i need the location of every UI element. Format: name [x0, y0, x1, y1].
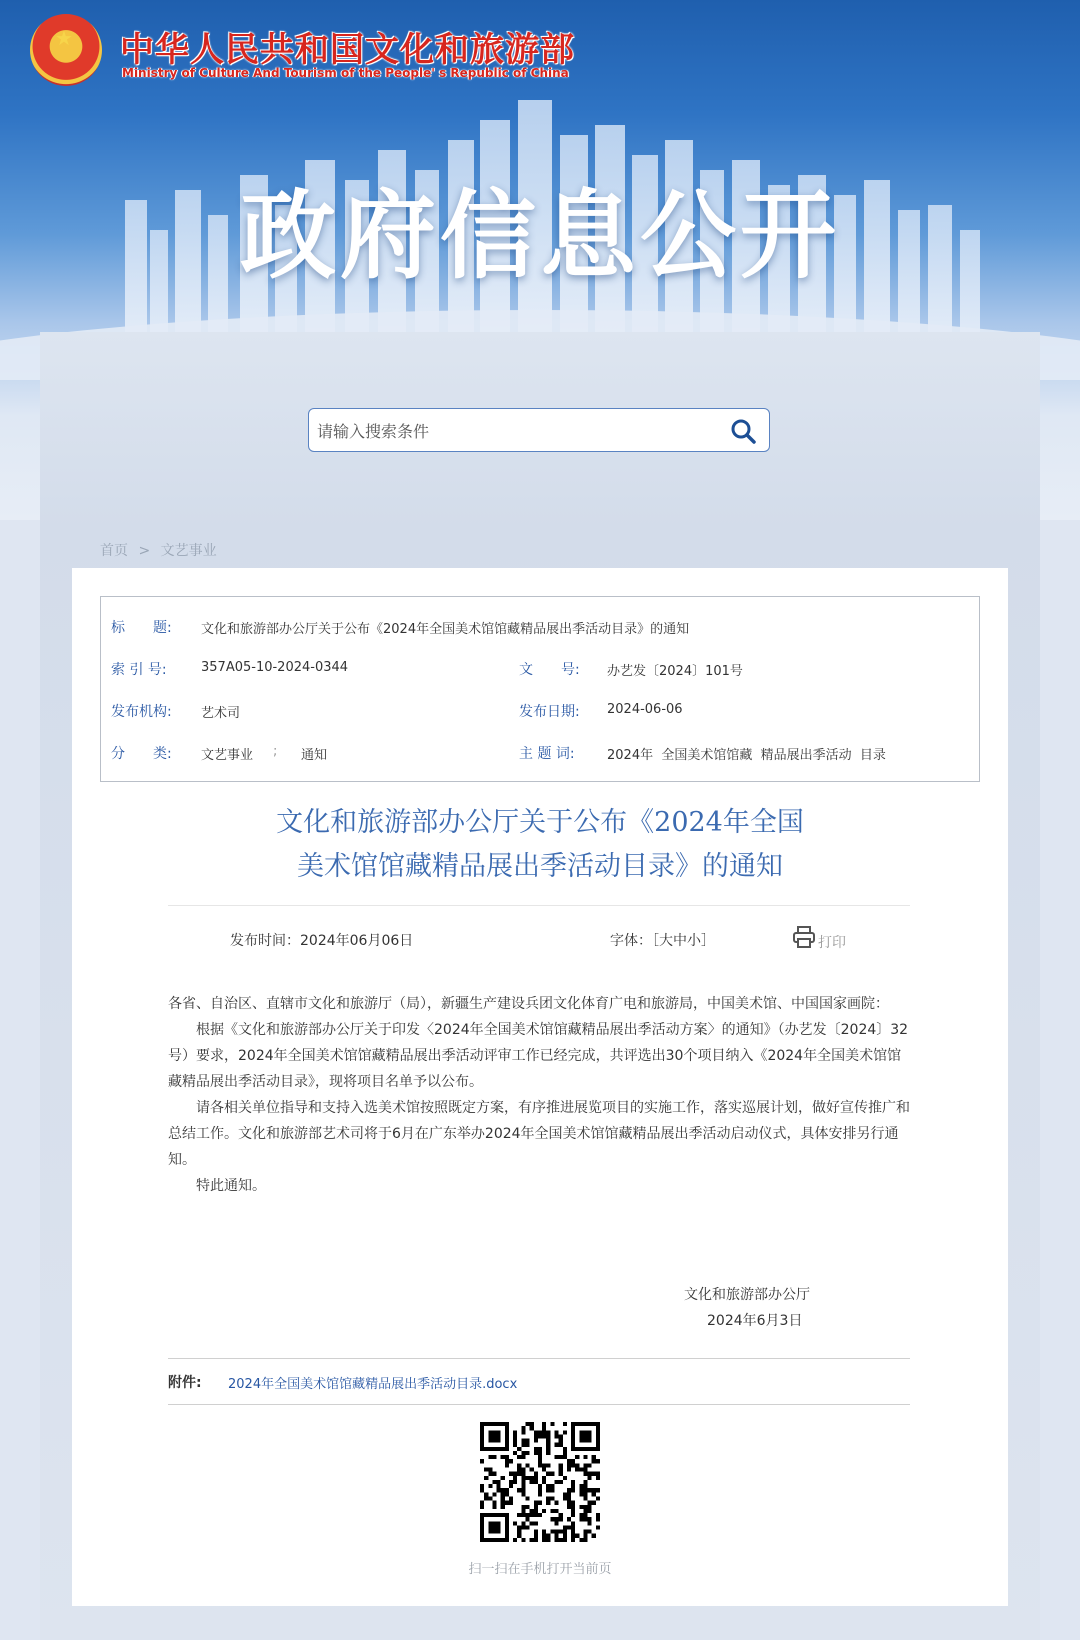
print-link[interactable]: 打印	[818, 935, 846, 951]
metadata-table	[100, 596, 980, 782]
meta-category-value-2: 通知	[301, 748, 328, 763]
meta-title-value: 文化和旅游部办公厅关于公布《2024年全国美术馆馆藏精品展出季活动目录》的通知	[201, 622, 690, 637]
paragraph-1: 根据《文化和旅游部办公厅关于印发〈2024年全国美术馆馆藏精品展出季活动方案〉的通知》（办艺发〔2024〕32号）要求，2024年全国美术馆馆藏精品展出季活动评审工作已经完成，共评选出30个项目纳入《2024年全国美术馆馆藏精品展出季活动目录》，现将项目名单予以公布。	[168, 1022, 909, 1090]
meta-docno-value: 办艺发〔2024〕101号	[607, 664, 743, 679]
attachment-link[interactable]: 2024年全国美术馆馆藏精品展出季活动目录.docx	[228, 1377, 518, 1392]
breadcrumb-current[interactable]: 文艺事业	[160, 543, 217, 559]
divider	[168, 1404, 910, 1405]
printer-icon[interactable]	[792, 925, 816, 949]
article-title-line-2: 美术馆馆藏精品展出季活动目录》的通知	[297, 851, 783, 882]
meta-issuer-label: 发布机构:	[111, 704, 172, 720]
search-icon[interactable]	[729, 417, 757, 445]
site-title[interactable]: 中华人民共和国文化和旅游部	[120, 30, 575, 70]
attachment-label: 附件:	[168, 1375, 202, 1391]
salutation: 各省、自治区、直辖市文化和旅游厅（局），新疆生产建设兵团文化体育广电和旅游局，中国美术馆、中国国家画院：	[168, 996, 889, 1012]
chevron-right-icon: >	[138, 543, 151, 559]
meta-category-label: 分 类:	[111, 746, 172, 762]
signer: 文化和旅游部办公厅	[684, 1287, 810, 1303]
search-input[interactable]	[315, 417, 709, 445]
national-emblem-icon[interactable]: ★	[30, 14, 102, 86]
breadcrumb-home[interactable]: 首页	[100, 543, 128, 559]
paragraph-3: 特此通知。	[196, 1178, 266, 1194]
meta-date-value: 2024-06-06	[607, 702, 683, 717]
divider	[168, 1358, 910, 1359]
meta-date-label: 发布日期:	[519, 704, 580, 720]
qr-code-icon	[480, 1422, 600, 1542]
meta-index-value: 357A05-10-2024-0344	[201, 660, 349, 675]
sign-date: 2024年6月3日	[707, 1313, 803, 1329]
breadcrumb	[100, 540, 223, 560]
search-box	[308, 408, 770, 452]
article-body	[168, 991, 910, 1199]
site-subtitle: Ministry of Culture And Tourism of the People' s Republic of China	[122, 66, 569, 80]
qr-caption: 扫一扫在手机打开当前页	[468, 1562, 612, 1577]
publish-time: 发布时间：2024年06月06日	[230, 933, 414, 949]
meta-index-label: 索 引 号:	[111, 662, 167, 678]
meta-title-label: 标 题:	[111, 620, 172, 636]
meta-issuer-value: 艺术司	[201, 706, 241, 721]
article-title-line-1: 文化和旅游部办公厅关于公布《2024年全国	[276, 807, 804, 838]
meta-keywords-value: 2024年 全国美术馆馆藏 精品展出季活动 目录	[607, 748, 886, 763]
font-size-control[interactable]: 字体：［大中小］	[610, 933, 715, 949]
meta-category-value-1: 文艺事业	[201, 748, 254, 763]
divider	[168, 905, 910, 906]
meta-docno-label: 文 号:	[519, 662, 580, 678]
paragraph-2: 请各相关单位指导和支持入选美术馆按照既定方案，有序推进展览项目的实施工作，落实巡展计划，做好宣传推广和总结工作。文化和旅游部艺术司将于6月在广东举办2024年全国美术馆馆藏精品展出季活动启动仪式，具体安排另行通知。	[168, 1100, 910, 1168]
meta-category-separator: ;	[273, 744, 278, 759]
section-title: 政府信息公开	[240, 179, 840, 292]
meta-keywords-label: 主 题 词:	[519, 746, 575, 762]
